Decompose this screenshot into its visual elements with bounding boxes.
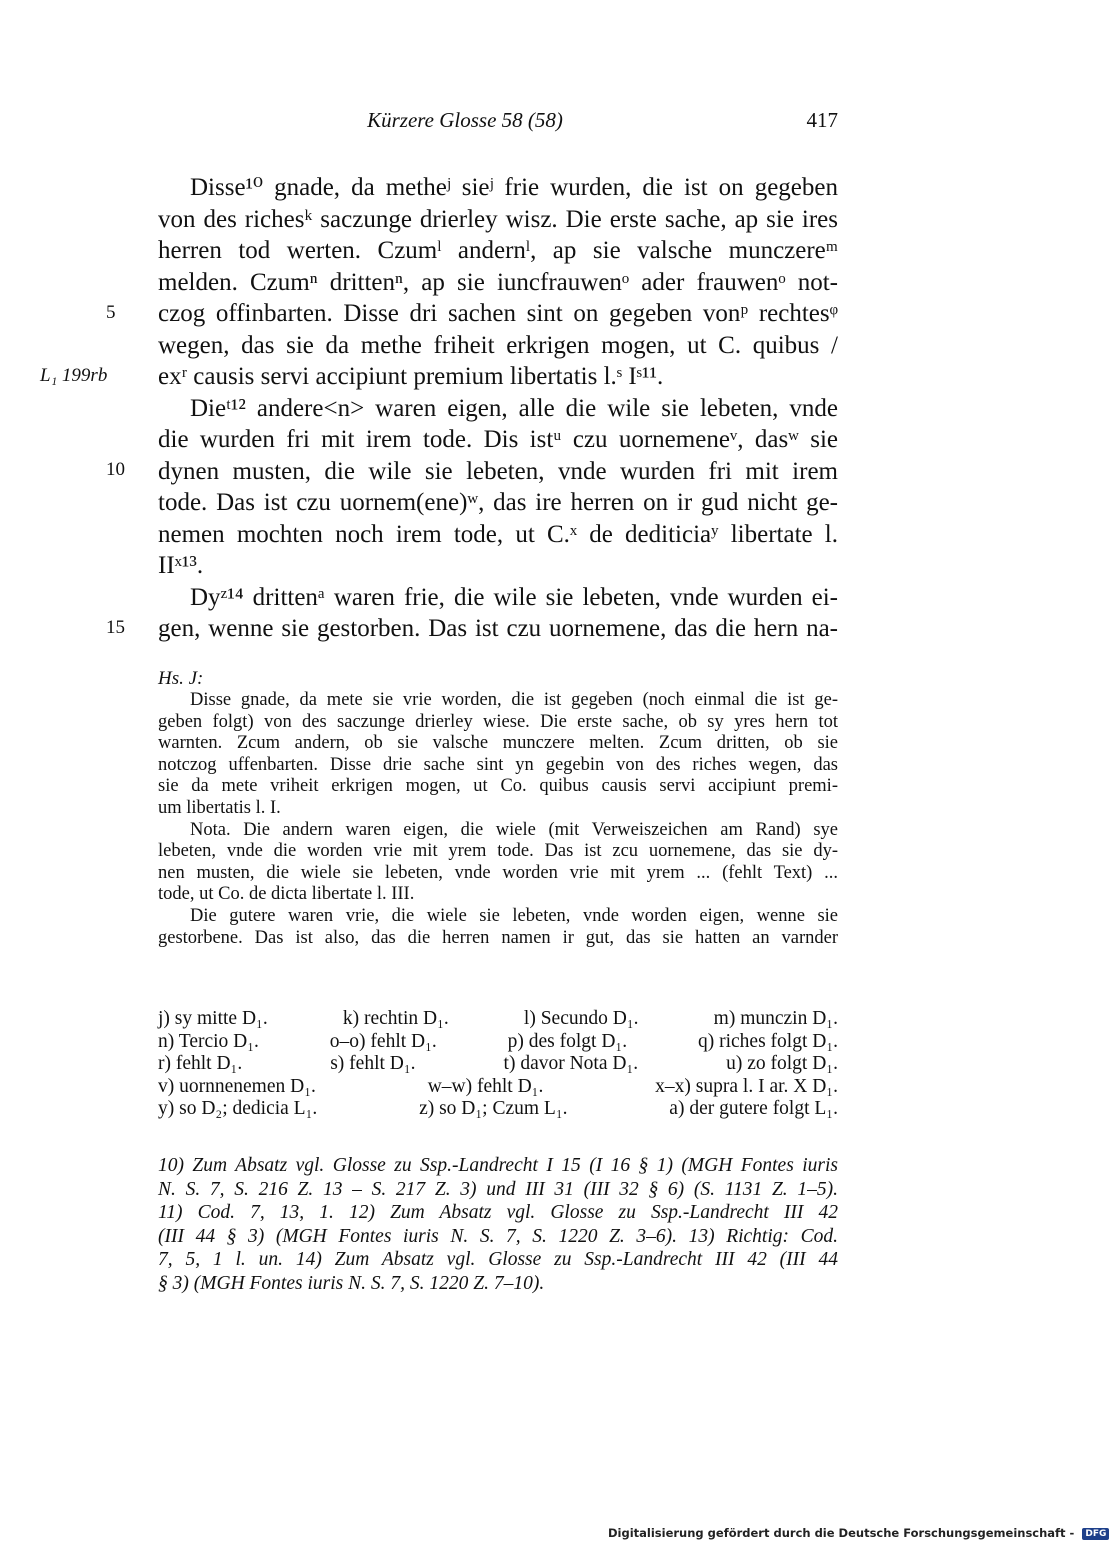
variant-note: s) fehlt D₁. — [330, 1053, 416, 1074]
main-line-15: gen, wenne sie gestorben. Das ist czu uornemene, das die hern na- — [158, 615, 838, 642]
running-title: Kürzere Glosse 58 (58) — [367, 108, 563, 132]
variant-note: n) Tercio D₁. — [158, 1030, 259, 1052]
variant-note: u) zo folgt D₁. — [726, 1053, 838, 1074]
variant-row — [158, 1031, 838, 1054]
line-number-10: 10 — [106, 459, 125, 480]
variant-note: r) fehlt D₁. — [158, 1053, 243, 1074]
funding-credit-text: Digitalisierung gefördert durch die Deutsche Forschungsgemeinschaft - — [608, 1526, 1075, 1540]
line-number-15: 15 — [106, 617, 125, 638]
variant-note: q) riches folgt D₁. — [697, 1030, 838, 1052]
margin-siglum: L₁ 199rb — [40, 365, 108, 386]
variant-note: w–w) fehlt D₁. — [427, 1075, 544, 1097]
main-line-4: melden. Czumⁿ drittenⁿ, ap sie iuncfrauwenᵒ ader frauwenᵒ not- — [158, 268, 838, 296]
hs-line-6: um libertatis l. I. — [158, 797, 281, 818]
main-line-8: Dieᵗ¹² andere<n> waren eigen, alle die wile sie lebeten, vnde — [190, 394, 838, 422]
manuscript-text — [158, 690, 838, 949]
variant-note: x–x) supra l. I ar. X D₁. — [655, 1075, 838, 1097]
main-line-14: Dyᶻ¹⁴ drittenᵃ waren frie, die wile sie lebeten, vnde wurden ei- — [190, 583, 838, 611]
main-line-11: tode. Das ist czu uornem(ene)ʷ, das ire herren on ir gud nicht ge- — [158, 489, 838, 516]
variant-note: t) davor Nota D₁. — [503, 1053, 639, 1074]
variant-note: l) Secundo D₁. — [523, 1008, 639, 1029]
hs-line-9: nen musten, die wiele sie lebeten, vnde worden vrie mit yrem ... (fehlt Text) ... — [158, 862, 838, 883]
variant-row — [158, 1053, 838, 1076]
hs-line-5: sie da mete vriheit erkrigen mogen, ut Co. quibus causis servi accipiunt premi- — [158, 776, 838, 797]
note-line-2: N. S. 7, S. 216 Z. 13 – S. 217 Z. 3) und III 31 (III 32 § 6) (S. 1131 Z. 1–5). — [158, 1178, 838, 1200]
manuscript-label: Hs. J: — [158, 668, 204, 689]
variant-row — [158, 1008, 838, 1031]
hs-line-2: geben folgt) von des saczunge drierley wiese. Die erste sache, ob sy yres hern tot — [158, 711, 838, 732]
variant-row — [158, 1076, 838, 1099]
note-line-5: 7, 5, 1 l. un. 14) Zum Absatz vgl. Glosse zu Ssp.-Landrecht III 42 (III 44 — [158, 1249, 838, 1270]
hs-line-12: gestorbene. Das ist also, das die herren namen ir gut, das sie hatten an varnder — [158, 927, 838, 948]
main-line-2: von des richesᵏ saczunge drierley wisz. Die erste sache, ap sie ires — [158, 205, 838, 233]
note-line-4: (III 44 § 3) (MGH Fontes iuris N. S. 7, S. 1220 Z. 3–6). 13) Richtig: Cod. — [158, 1225, 838, 1247]
variant-note: y) so D₂; dedicia L₁. — [158, 1098, 318, 1119]
page-number: 417 — [806, 108, 838, 132]
hs-line-11: Die gutere waren vrie, die wiele sie lebeten, vnde worden eigen, wenne sie — [190, 905, 838, 926]
main-text — [158, 172, 838, 645]
main-line-3: herren tod werten. Czumˡ andernˡ, ap sie valsche munczereᵐ — [158, 237, 838, 264]
main-line-6: wegen, das sie da methe friheit erkrigen mogen, ut C. quibus / — [158, 331, 838, 359]
main-line-5: czog offinbarten. Disse dri sachen sint on gegeben vonᵖ rechtesᵠ — [158, 300, 838, 327]
variant-apparatus — [158, 1008, 838, 1121]
hs-line-4: notczog uffenbarten. Disse drie sache sint yn gegebin von des riches wegen, das — [158, 754, 838, 775]
dfg-logo: DFG — [1082, 1528, 1109, 1540]
variant-note: p) des folgt D₁. — [507, 1030, 628, 1052]
main-line-9: die wurden fri mit irem tode. Dis istᵘ czu uornemeneᵛ, dasʷ sie — [158, 426, 838, 453]
note-line-6: § 3) (MGH Fontes iuris N. S. 7, S. 1220 Z. 7–10). — [158, 1272, 545, 1294]
funding-credit — [608, 1526, 1109, 1540]
hs-line-7: Nota. Die andern waren eigen, die wiele (mit Verweiszeichen am Rand) sye — [190, 819, 838, 840]
line-number-5: 5 — [106, 302, 116, 323]
variant-note: j) sy mitte D₁. — [158, 1008, 268, 1029]
hs-line-3: warnten. Zcum andern, ob sie valsche munczere melten. Zcum dritten, ob sie — [158, 733, 838, 754]
hs-line-1: Disse gnade, da mete sie vrie worden, die ist gegeben (noch einmal die ist ge- — [190, 690, 838, 710]
hs-line-10: tode, ut Co. de dicta libertate l. III. — [158, 884, 415, 905]
variant-row — [158, 1098, 838, 1121]
variant-note: o–o) fehlt D₁. — [329, 1030, 437, 1052]
note-line-1: 10) Zum Absatz vgl. Glosse zu Ssp.-Landrecht I 15 (I 16 § 1) (MGH Fontes iuris — [158, 1155, 838, 1176]
main-line-1: Disse¹⁰ gnade, da metheʲ sieʲ frie wurden, die ist on gegeben — [190, 174, 838, 201]
variant-note: k) rechtin D₁. — [342, 1008, 449, 1029]
main-line-13: IIˣ¹³. — [158, 552, 204, 579]
main-line-12: nemen mochten noch irem tode, ut C.ˣ de dediticiaʸ libertate l. — [158, 520, 838, 548]
variant-note: v) uornnenemen D₁. — [158, 1075, 316, 1097]
hs-line-8: lebeten, vnde die worden vrie mit yrem tode. Das ist zcu uornemene, das sie dy- — [158, 841, 838, 862]
variant-note: a) der gutere folgt L₁. — [669, 1098, 838, 1119]
note-line-3: 11) Cod. 7, 13, 1. 12) Zum Absatz vgl. Glosse zu Ssp.-Landrecht III 42 — [158, 1202, 838, 1223]
main-line-7: exʳ causis servi accipiunt premium libertatis l.ˢ Iˢ¹¹. — [158, 363, 664, 390]
source-notes — [158, 1154, 838, 1295]
main-line-10: dynen musten, die wile sie lebeten, vnde wurden fri mit irem — [158, 457, 838, 485]
variant-note: z) so D₁; Czum L₁. — [419, 1098, 568, 1119]
variant-note: m) munczin D₁. — [713, 1008, 838, 1029]
